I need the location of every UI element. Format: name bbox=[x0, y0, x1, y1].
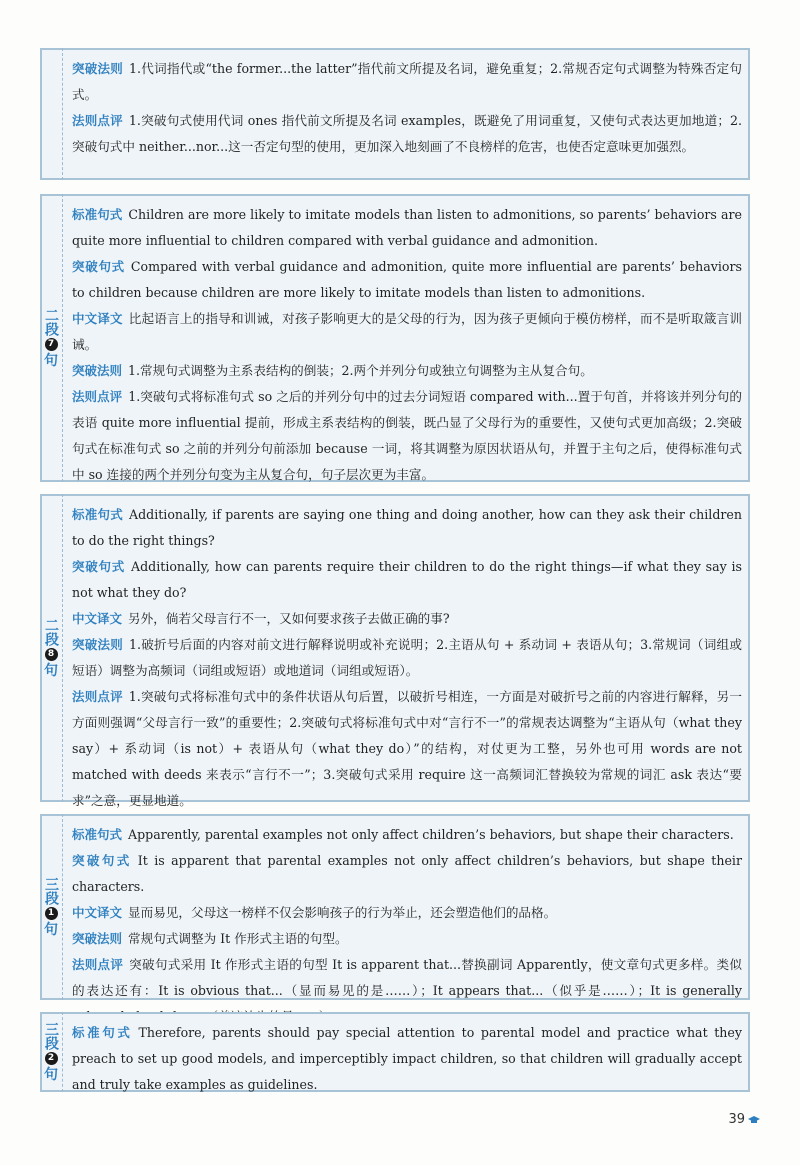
standard-label: 标准句式 bbox=[72, 207, 123, 222]
analysis-box-5 bbox=[40, 1012, 750, 1092]
comment-row bbox=[72, 384, 742, 488]
standard-text: Children are more likely to imitate models than listen to admonitions, so parents’ behaviors are quite more influential to children compared with verbal guidance and admonition. bbox=[72, 207, 742, 248]
sentence-tab bbox=[40, 814, 63, 1000]
breakthrough-label: 突破句式 bbox=[72, 259, 125, 274]
rule-text: 1.代词指代或“the former...the latter”指代前文所提及名词，避免重复；2.常规否定句式调整为特殊否定句式。 bbox=[72, 61, 742, 102]
analysis-box-2 bbox=[40, 194, 750, 482]
tab-paragraph: 二段 bbox=[43, 617, 59, 646]
rule-row bbox=[72, 358, 742, 384]
translation-row bbox=[72, 606, 742, 632]
standard-row bbox=[72, 1020, 742, 1098]
standard-row bbox=[72, 822, 742, 848]
comment-text: 1.突破句式将标准句式 so 之后的并列分句中的过去分词短语 compared with...置于句首，并将该并列分句的表语 quite more influential 提前，形成主系表结构的倒装，既凸显了父母行为的重要性，又使句式更加高级；2.突破句式在标准句式 so 之前的并列分句前添加 because 一词，将其调整为原因状语从句，并置于主句之后，使得标准句式中 so 连接的两个并列分句变为主从复合句，句子层次更为丰富。 bbox=[72, 389, 742, 482]
rule-row bbox=[72, 632, 742, 684]
rule-row bbox=[72, 56, 742, 108]
breakthrough-text: Compared with verbal guidance and admonition, quite more influential are parents’ behaviors to children because children are more likely to imitate models than listen to admonitions. bbox=[72, 259, 742, 300]
tab-sentence-number: 2 bbox=[45, 1052, 58, 1065]
tab-sentence-char: 句 bbox=[44, 662, 58, 679]
comment-text: 1.突破句式使用代词 ones 指代前文所提及名词 examples，既避免了用词重复，又使句式表达更加地道；2.突破句式中 neither...nor...这一否定句型的使用，更加深入地刻画了不良榜样的危害，也使否定意味更加强烈。 bbox=[72, 113, 742, 154]
rule-label: 突破法则 bbox=[72, 61, 123, 76]
tab-sentence-char: 句 bbox=[44, 921, 58, 938]
sentence-tab bbox=[40, 1012, 63, 1092]
box-content bbox=[72, 56, 742, 160]
page-number-text: 39 bbox=[728, 1112, 745, 1127]
rule-label: 突破法则 bbox=[72, 363, 123, 378]
translation-text: 显而易见，父母这一榜样不仅会影响孩子的行为举止，还会塑造他们的品格。 bbox=[128, 905, 557, 920]
tab-paragraph: 三段 bbox=[43, 876, 59, 905]
box-tab bbox=[40, 48, 63, 180]
graduation-cap-icon bbox=[748, 1116, 760, 1124]
comment-text: 1.突破句式将标准句式中的条件状语从句后置，以破折号相连，一方面是对破折号之前的内容进行解释，另一方面则强调“父母言行一致”的重要性；2.突破句式将标准句式中对“言行不一”的常规表达调整为“主语从句（what they say）+ 系动词（is not）+ 表语从句（what they do）”的结构，对仗更为工整，另外也可用 words are not matched with deeds 来表示“言行不一”；3.突破句式采用 require 这一高频词汇替换较为常规的词汇 ask 表达“要求”之意，更显地道。 bbox=[72, 689, 742, 808]
standard-text: Apparently, parental examples not only affect children’s behaviors, but shape their characters. bbox=[128, 827, 734, 842]
analysis-box-3 bbox=[40, 494, 750, 808]
standard-text: Additionally, if parents are saying one thing and doing another, how can they ask their children to do the right things? bbox=[72, 507, 742, 548]
breakthrough-row bbox=[72, 848, 742, 900]
sentence-tab bbox=[40, 194, 63, 482]
box-content bbox=[72, 502, 742, 814]
comment-label: 法则点评 bbox=[72, 957, 124, 972]
breakthrough-label: 突破句式 bbox=[72, 559, 126, 574]
standard-label: 标准句式 bbox=[72, 507, 123, 522]
comment-label: 法则点评 bbox=[72, 689, 123, 704]
breakthrough-text: Additionally, how can parents require their children to do the right things—if what they say is not what they do? bbox=[72, 559, 742, 600]
sentence-tab bbox=[40, 494, 63, 802]
standard-label: 标准句式 bbox=[72, 1025, 133, 1040]
box-content bbox=[72, 822, 742, 1030]
translation-row bbox=[72, 900, 742, 926]
tab-sentence-number: 1 bbox=[45, 907, 58, 920]
page-number bbox=[728, 1112, 760, 1127]
translation-label: 中文译文 bbox=[72, 611, 123, 626]
rule-text: 常规句式调整为 It 作形式主语的句型。 bbox=[128, 931, 348, 946]
comment-label: 法则点评 bbox=[72, 389, 123, 404]
box-content bbox=[72, 202, 742, 488]
analysis-box-4 bbox=[40, 814, 750, 1000]
standard-text: Therefore, parents should pay special attention to parental model and practice what they preach to set up good models, and imperceptibly impact children, so that children will gradually accept and truly take examples as guidelines. bbox=[72, 1025, 742, 1092]
rule-label: 突破法则 bbox=[72, 637, 123, 652]
breakthrough-text: It is apparent that parental examples not only affect children’s behaviors, but shape their characters. bbox=[72, 853, 742, 894]
rule-label: 突破法则 bbox=[72, 931, 123, 946]
tab-sentence-number: 7 bbox=[45, 338, 58, 351]
translation-text: 另外，倘若父母言行不一，又如何要求孩子去做正确的事? bbox=[128, 611, 450, 626]
comment-text: 突破句式采用 It 作形式主语的句型 It is apparent that...替换副词 Apparently，使文章句式更多样。类似的表达还有：It is obvious that...（显而易见的是……）；It appears that...（似乎是……）；It is generally bbox=[72, 957, 742, 998]
translation-text: 比起语言上的指导和训诫，对孩子影响更大的是父母的行为，因为孩子更倾向于模仿榜样，而不是听取箴言训诫。 bbox=[72, 311, 742, 352]
breakthrough-row bbox=[72, 554, 742, 606]
tab-sentence-number: 8 bbox=[45, 648, 58, 661]
rule-text: 1.常规句式调整为主系表结构的倒装；2.两个并列分句或独立句调整为主从复合句。 bbox=[128, 363, 593, 378]
box-content bbox=[72, 1020, 742, 1098]
rule-row bbox=[72, 926, 742, 952]
standard-row bbox=[72, 202, 742, 254]
translation-label: 中文译文 bbox=[72, 311, 123, 326]
translation-label: 中文译文 bbox=[72, 905, 123, 920]
tab-paragraph: 二段 bbox=[43, 307, 59, 336]
translation-row bbox=[72, 306, 742, 358]
tab-sentence-char: 句 bbox=[44, 1066, 58, 1083]
analysis-box-1 bbox=[40, 48, 750, 180]
breakthrough-row bbox=[72, 254, 742, 306]
rule-text: 1.破折号后面的内容对前文进行解释说明或补充说明；2.主语从句 + 系动词 + 表语从句；3.常规词（词组或短语）调整为高频词（词组或短语）或地道词（词组或短语）。 bbox=[72, 637, 742, 678]
comment-row bbox=[72, 684, 742, 814]
standard-row bbox=[72, 502, 742, 554]
comment-row bbox=[72, 108, 742, 160]
comment-label: 法则点评 bbox=[72, 113, 123, 128]
tab-sentence-char: 句 bbox=[44, 352, 58, 369]
standard-label: 标准句式 bbox=[72, 827, 123, 842]
breakthrough-label: 突破句式 bbox=[72, 853, 132, 868]
tab-paragraph: 三段 bbox=[43, 1021, 59, 1050]
